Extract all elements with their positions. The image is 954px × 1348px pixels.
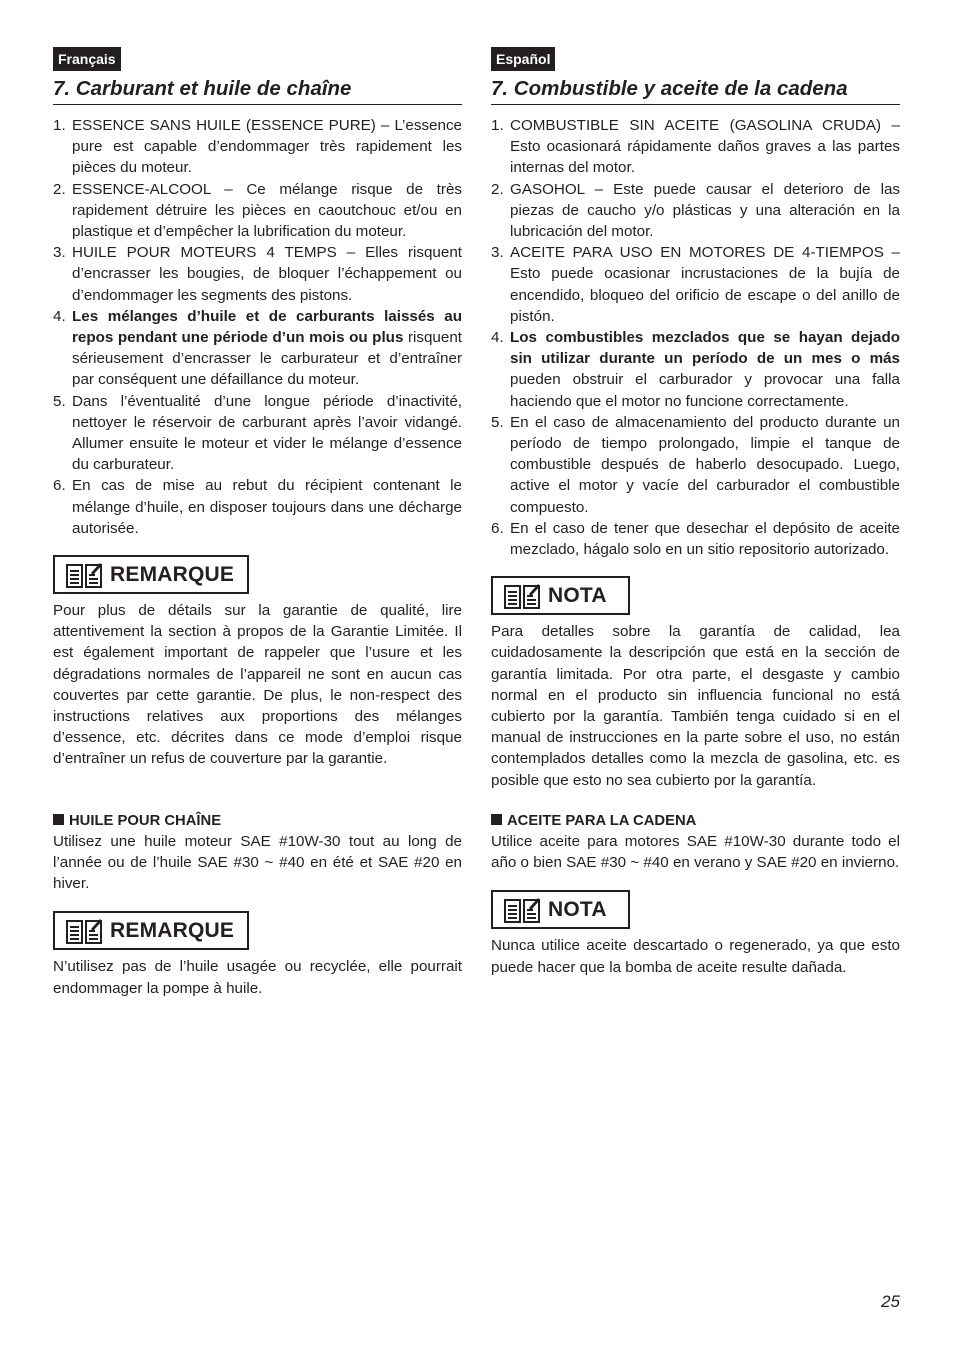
language-tag: Français (53, 47, 121, 71)
list-item: 2. GASOHOL – Este puede causar el deterioro de las piezas de caucho y/o plásticas y una alteración en la lubricación del motor. (491, 180, 900, 241)
open-book-pencil-icon (65, 561, 103, 589)
list-item: 2. ESSENCE-ALCOOL – Ce mélange risque de très rapidement détruire les pièces en caoutchouc et/ou en plastique et d’empêcher la lubrification du moteur. (53, 180, 462, 241)
section-title: 7. Carburant et huile de chaîne (53, 75, 462, 105)
note-label: REMARQUE (110, 562, 235, 586)
note-text: N’utilisez pas de l’huile usagée ou recyclée, elle pourrait endommager la pompe à huile. (53, 958, 462, 997)
note-label: NOTA (548, 897, 607, 921)
language-tag: Español (491, 47, 555, 71)
list-item: 6. En el caso de tener que desechar el depósito de aceite mezclado, hágalo solo en un sitio repositorio autorizado. (491, 519, 900, 559)
list-item: 4. Les mélanges d’huile et de carburants laissés au repos pendant une période d’un mois ou plus risquent sérieusement d’encrasser le carburateur et d’entraîner par conséquent une défaillance du moteur. (53, 307, 462, 389)
nota-box (491, 890, 630, 929)
chain-oil-text: Utilisez une huile moteur SAE #10W-30 tout au long de l’année ou de l’huile SAE #30 ~ #40 en été et SAE #20 en hiver. (53, 832, 462, 893)
open-book-pencil-icon (503, 582, 541, 610)
open-book-pencil-icon (65, 917, 103, 945)
nota-box (491, 576, 630, 615)
list-item: 5. Dans l’éventualité d’une longue période d’inactivité, nettoyer le réservoir de carburant après l’avoir vidangé. Allumer ensuite le moteur et vider le mélange d’essence du carburateur. (53, 392, 462, 474)
warning-list (491, 115, 900, 560)
list-item: 1. COMBUSTIBLE SIN ACEITE (GASOLINA CRUDA) – Esto ocasionará rápidamente daños graves a las partes internas del motor. (491, 117, 900, 177)
open-book-pencil-icon (503, 896, 541, 924)
chain-oil-text: Utilice aceite para motores SAE #10W-30 durante todo el año o bien SAE #30 ~ #40 en verano y SAE #20 en invierno. (491, 832, 900, 872)
chain-oil-heading: ACEITE PARA LA CADENA (491, 811, 900, 831)
list-item: 4. Los combustibles mezclados que se hayan dejado sin utilizar durante un período de un mes o más pueden obstruir el carburador y provocar una falla haciendo que el motor no funcione correctamente. (491, 329, 900, 410)
note-text: Nunca utilice aceite descartado o regenerado, ya que esto puede hacer que la bomba de aceite resulte dañada. (491, 937, 900, 976)
note-text: Pour plus de détails sur la garantie de qualité, lire attentivement la section à propos de la Garantie Limitée. Il est également important de rappeler que l’usure et les dégradations normales de l’appareil ne sont en aucun cas couvertes par cette garantie. De plus, le non-respect des instructions relatives aux proportions des mélanges d’essence, etc. décrites dans ce mode d’emploi risque d’entraîner un refus de couverture par la garantie. (53, 602, 462, 768)
note-label: NOTA (548, 583, 607, 607)
remarque-box (53, 555, 249, 594)
remarque-box (53, 911, 249, 950)
page-number: 25 (881, 1292, 900, 1311)
list-item: 3. ACEITE PARA USO EN MOTORES DE 4-TIEMPOS – Esto puede ocasionar incrustaciones de la bujía de encendido, bloqueo del orificio de escape o del anillo de pistón. (491, 244, 900, 325)
list-item: 6. En cas de mise au rebut du récipient contenant le mélange d’huile, en disposer toujours dans une décharge autorisée. (53, 477, 462, 537)
black-square-bullet-icon (491, 814, 502, 825)
list-item: 5. En el caso de almacenamiento del producto durante un período de tiempo prolongado, limpie el tanque de combustible después de haberlo desocupado. Luego, active el motor y vacíe del carburador el combustible compuesto. (491, 413, 900, 516)
note-text: Para detalles sobre la garantía de calidad, lea cuidadosamente la descripción que está en la sección de garantía limitada. Por otra parte, el desgaste y cambio normal en el producto sin influencia funcional no está cubierto por la garantía. También tenga cuidado si en el manual de instrucciones en la parte sobre el uso, no están contemplados detalles como la mezcla de gasolina, etc. es posible que esto no sea cubierto por la garantía. (491, 623, 900, 789)
french-column (53, 47, 462, 1014)
note-label: REMARQUE (110, 918, 235, 942)
list-item: 1. ESSENCE SANS HUILE (ESSENCE PURE) – L’essence pure est capable d’endommager très rapidement les pièces du moteur. (53, 117, 462, 177)
warning-list (53, 115, 462, 539)
list-item: 3. HUILE POUR MOTEURS 4 TEMPS – Elles risquent d’encrasser les bougies, de bloquer l’échappement ou d’endommager les segments des pistons. (53, 244, 462, 304)
section-title: 7. Combustible y aceite de la cadena (491, 75, 900, 105)
spanish-column (491, 47, 900, 993)
chain-oil-heading: HUILE POUR CHAÎNE (53, 811, 462, 831)
black-square-bullet-icon (53, 814, 64, 825)
